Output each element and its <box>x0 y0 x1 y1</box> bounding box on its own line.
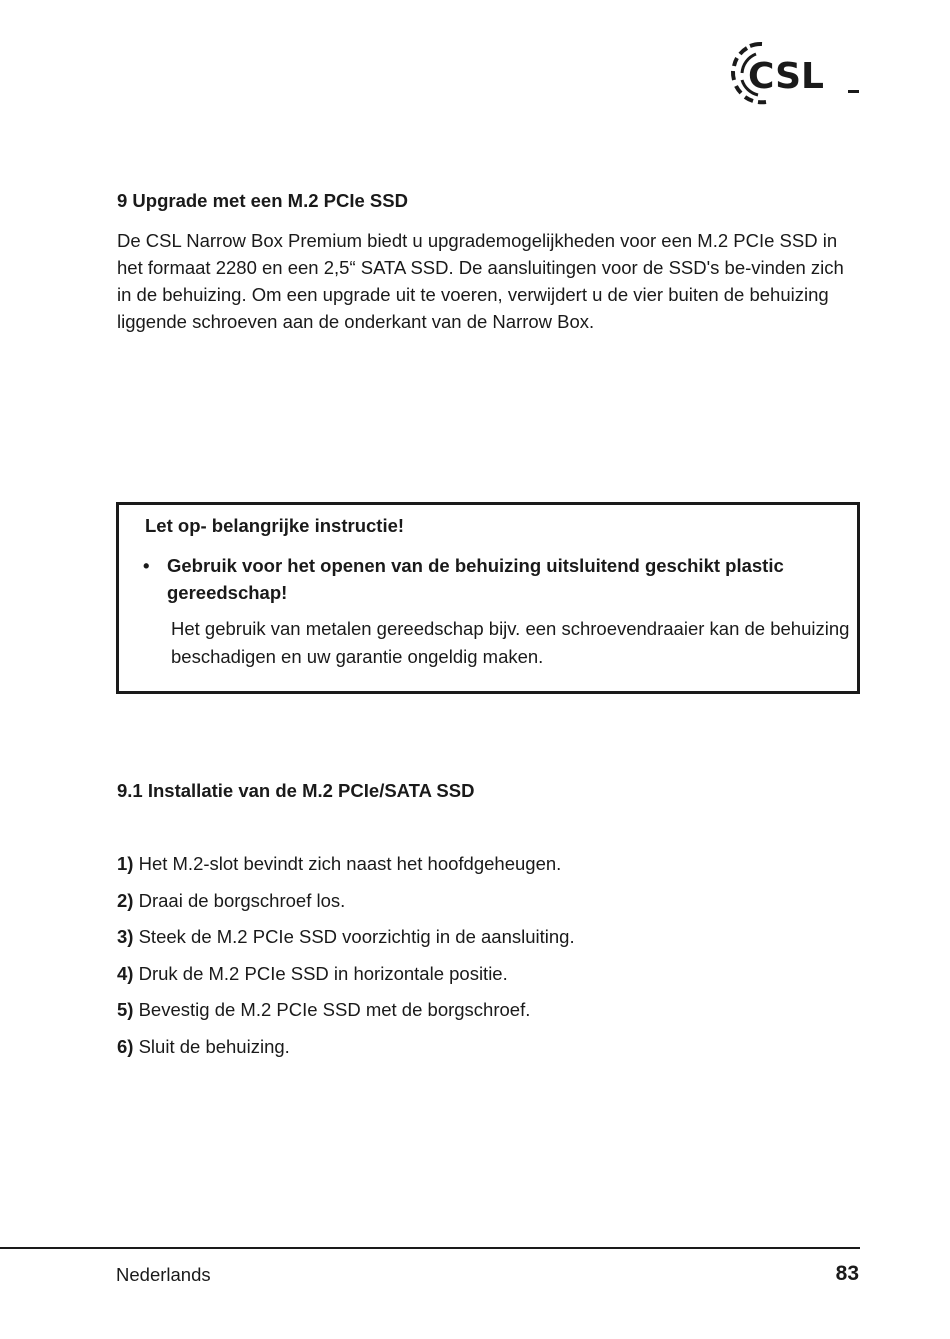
step-number: 5) <box>117 999 134 1021</box>
notice-bullet-item <box>143 552 843 606</box>
footer-language: Nederlands <box>116 1264 211 1285</box>
subsection-title: 9.1 Installatie van de M.2 PCIe/SATA SSD <box>117 780 475 801</box>
list-item <box>117 887 575 924</box>
logo-text: CSL <box>748 56 824 97</box>
logo-underline <box>848 90 859 93</box>
step-number: 2) <box>117 889 134 911</box>
page-number: 83 <box>835 1262 859 1285</box>
notice-bullet-text: Gebruik voor het openen van de behuizing uitsluitend geschikt plastic gereedschap! <box>167 555 784 603</box>
step-text: Steek de M.2 PCIe SSD voorzichtig in de aansluiting. <box>138 926 575 948</box>
list-item <box>117 996 575 1033</box>
step-number: 3) <box>117 926 134 948</box>
step-number: 6) <box>117 1035 134 1057</box>
notice-body: Het gebruik van metalen gereedschap bijv. een schroevendraaier kan de behuizing beschadigen en uw garantie ongeldig maken. <box>171 618 850 667</box>
list-item <box>117 923 575 960</box>
step-text: Bevestig de M.2 PCIe SSD met de borgschroef. <box>138 999 531 1021</box>
step-text: Sluit de behuizing. <box>138 1035 290 1057</box>
section-title: 9 Upgrade met een M.2 PCIe SSD <box>117 190 408 211</box>
step-number: 4) <box>117 962 134 984</box>
notice-title: Let op- belangrijke instructie! <box>145 515 405 536</box>
notice-box <box>116 502 860 694</box>
steps-list <box>117 850 575 1070</box>
step-text: Draai de borgschroef los. <box>138 889 346 911</box>
csl-logo <box>728 40 863 108</box>
step-number: 1) <box>117 853 134 874</box>
list-item <box>117 1033 575 1070</box>
list-item <box>117 960 575 997</box>
step-text: Het M.2-slot bevindt zich naast het hoofdgeheugen. <box>138 853 562 874</box>
intro-paragraph: De CSL Narrow Box Premium biedt u upgrademogelijkheden voor een M.2 PCIe SSD in het formaat 2280 en een 2,5“ SATA SSD. De aansluitingen voor de SSD's be-vinden zich in de behuizing. Om een upgrade uit te voeren, verwijdert u de vier buiten de behuizing liggende schroeven aan de onderkant van de Narrow Box. <box>117 230 844 332</box>
footer-divider <box>0 1247 860 1249</box>
bullet-dot-icon: • <box>143 555 150 576</box>
step-text: Druk de M.2 PCIe SSD in horizontale positie. <box>138 962 508 984</box>
list-item <box>117 850 575 887</box>
